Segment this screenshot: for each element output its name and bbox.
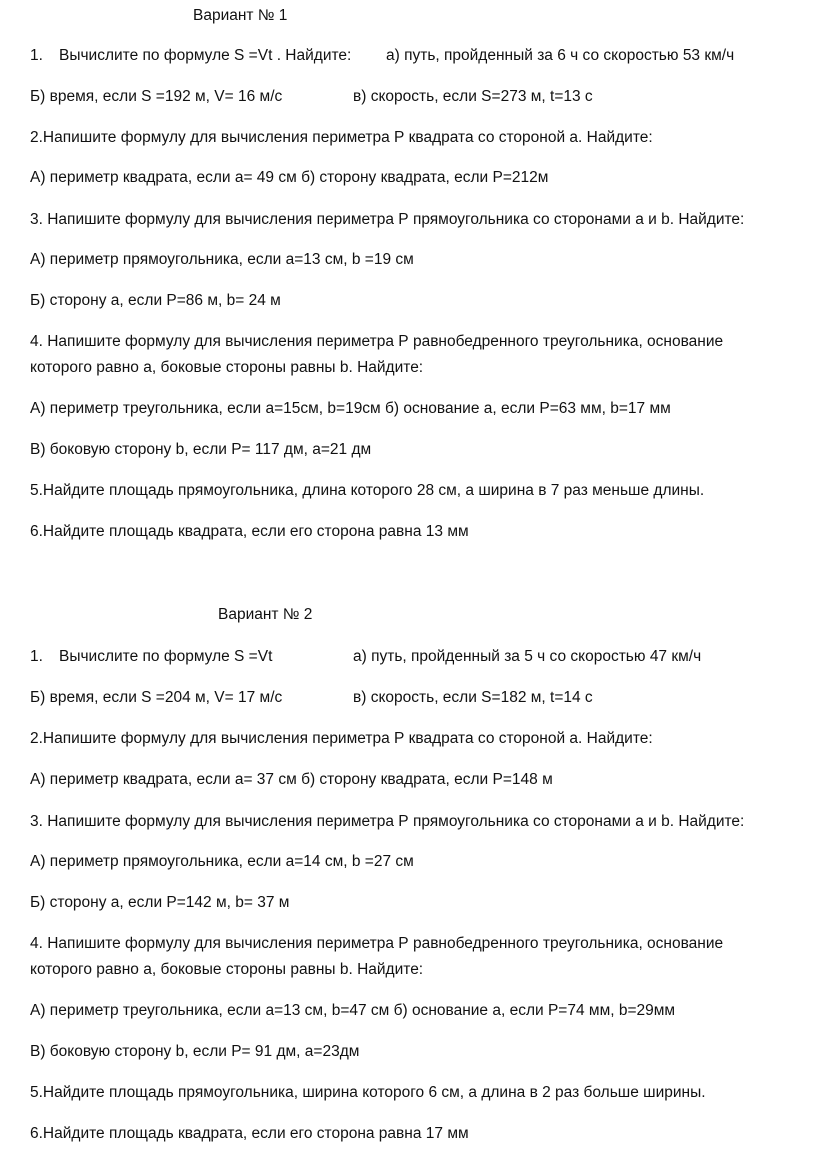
v2-q4-c: В) боковую сторону b, если Р= 91 дм, а=23дм (30, 1043, 360, 1060)
v2-q1-text: Вычислите по формуле S =Vt (59, 648, 273, 665)
v1-q4-line2: которого равно а, боковые стороны равны b. Найдите: (30, 359, 424, 376)
v2-q2: 2.Напишите формулу для вычисления периметра Р квадрата со стороной а. Найдите: (30, 730, 653, 747)
v1-q1-b: Б) время, если S =192 м, V= 16 м/с (30, 88, 283, 105)
v1-q1-a: а) путь, пройденный за 6 ч со скоростью 53 км/ч (386, 47, 735, 64)
v1-q2: 2.Напишите формулу для вычисления периметра Р квадрата со стороной а. Найдите: (30, 129, 653, 146)
v2-q1-number: 1. (30, 648, 43, 665)
v1-q3-a: А) периметр прямоугольника, если а=13 см, b =19 см (30, 251, 414, 268)
variant-2-title: Вариант № 2 (218, 606, 313, 623)
v1-q4-c: В) боковую сторону b, если Р= 117 дм, а=21 дм (30, 441, 372, 458)
v2-q1-c: в) скорость, если S=182 м, t=14 с (353, 689, 593, 706)
v2-q4-ab: А) периметр треугольника, если а=13 см, b=47 см б) основание а, если Р=74 мм, b=29мм (30, 1002, 676, 1019)
v2-q1-b: Б) время, если S =204 м, V= 17 м/с (30, 689, 283, 706)
v2-q2-ab: А) периметр квадрата, если а= 37 см б) сторону квадрата, если Р=148 м (30, 771, 553, 788)
v1-q3-b: Б) сторону а, если Р=86 м, b= 24 м (30, 292, 281, 309)
v1-q4-ab: А) периметр треугольника, если а=15см, b=19см б) основание а, если Р=63 мм, b=17 мм (30, 400, 671, 417)
v1-q1-c: в) скорость, если S=273 м, t=13 с (353, 88, 593, 105)
v2-q3-b: Б) сторону а, если Р=142 м, b= 37 м (30, 894, 290, 911)
v1-q1-number: 1. (30, 47, 43, 64)
v1-q3: 3. Напишите формулу для вычисления периметра Р прямоугольника со сторонами а и b. Найдите: (30, 211, 745, 228)
v2-q4-line1: 4. Напишите формулу для вычисления периметра Р равнобедренного треугольника, основание (30, 935, 724, 952)
v2-q4-line2: которого равно а, боковые стороны равны b. Найдите: (30, 961, 424, 978)
v2-q3-a: А) периметр прямоугольника, если а=14 см, b =27 см (30, 853, 414, 870)
v2-q1-a: а) путь, пройденный за 5 ч со скоростью 47 км/ч (353, 648, 702, 665)
v2-q3: 3. Напишите формулу для вычисления периметра Р прямоугольника со сторонами а и b. Найдите: (30, 813, 745, 830)
v1-q2-ab: А) периметр квадрата, если а= 49 см б) сторону квадрата, если Р=212м (30, 169, 549, 186)
v2-q6: 6.Найдите площадь квадрата, если его сторона равна 17 мм (30, 1125, 469, 1142)
variant-1-title: Вариант № 1 (193, 7, 288, 24)
v1-q6: 6.Найдите площадь квадрата, если его сторона равна 13 мм (30, 523, 469, 540)
v1-q4-line1: 4. Напишите формулу для вычисления периметра Р равнобедренного треугольника, основание (30, 333, 724, 350)
v1-q1-text: Вычислите по формуле S =Vt . Найдите: (59, 47, 352, 64)
v1-q5: 5.Найдите площадь прямоугольника, длина которого 28 см, а ширина в 7 раз меньше длины. (30, 482, 705, 499)
v2-q5: 5.Найдите площадь прямоугольника, ширина которого 6 см, а длина в 2 раз больше ширины. (30, 1084, 706, 1101)
